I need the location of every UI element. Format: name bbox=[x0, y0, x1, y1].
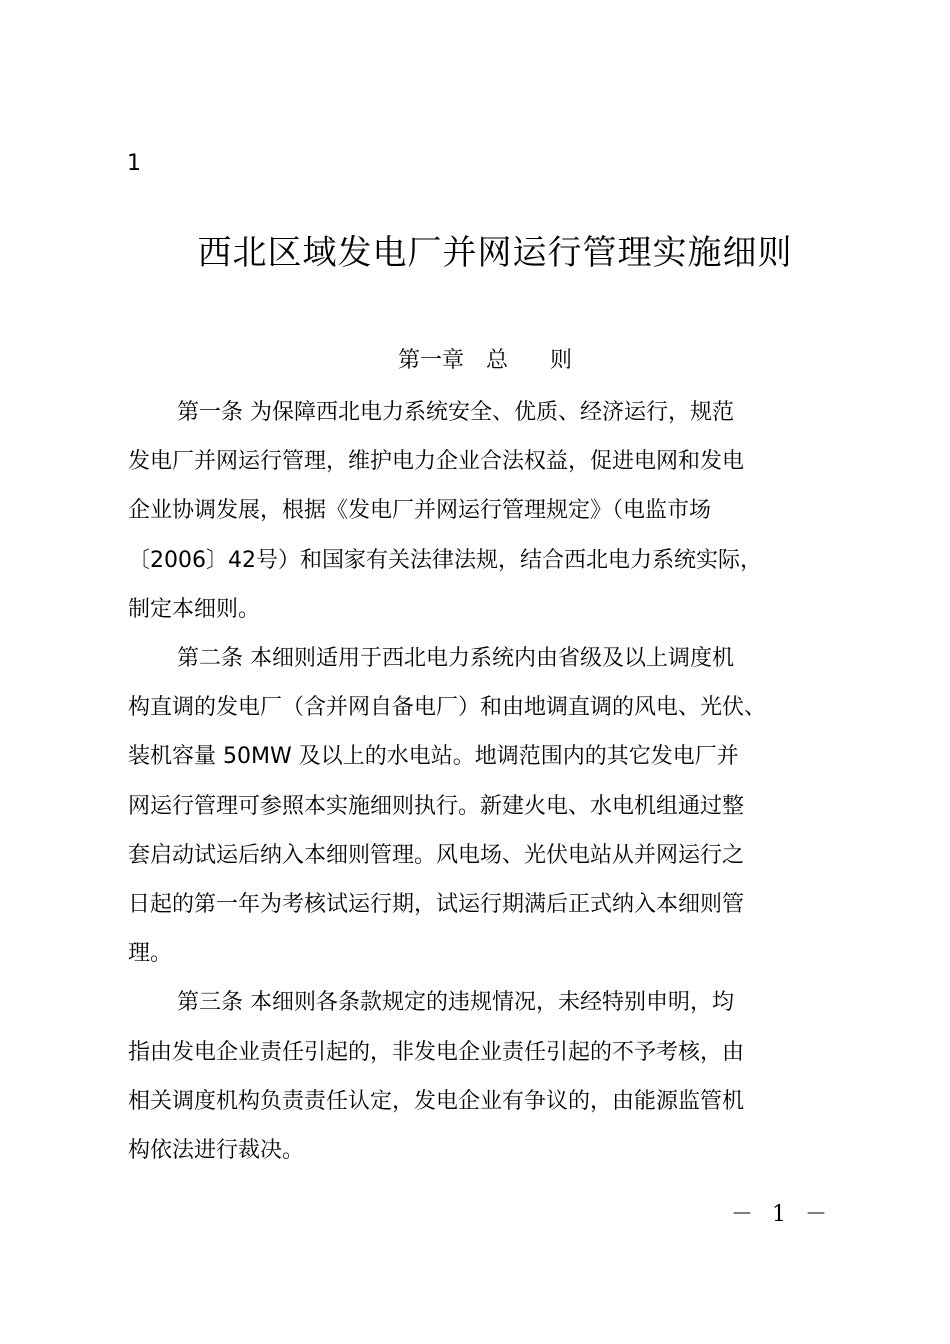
article-paragraph-2 bbox=[128, 634, 833, 978]
paragraph-line: 装机容量 50MW 及以上的水电站。地调范围内的其它发电厂并 bbox=[128, 744, 739, 770]
chapter-title-word-1: 总 bbox=[486, 348, 509, 373]
paragraph-line: 构直调的发电厂（含并网自备电厂）和由地调直调的风电、光伏、 bbox=[128, 695, 767, 721]
paragraph-line: 相关调度机构负责责任认定，发电企业有争议的，由能源监管机 bbox=[128, 1088, 745, 1114]
paragraph-line: 构依法进行裁决。 bbox=[128, 1138, 305, 1164]
paragraph-line: 网运行管理可参照本实施细则执行。新建火电、水电机组通过整 bbox=[128, 793, 745, 819]
paragraph-line: 日起的第一年为考核试运行期，试运行期满后正式纳入本细则管 bbox=[128, 892, 745, 918]
article-paragraph-1 bbox=[128, 388, 833, 634]
paragraph-line: 企业协调发展，根据《发电厂并网运行管理规定》（电监市场 bbox=[128, 498, 712, 524]
footer-page-number: － 1 － bbox=[731, 1202, 833, 1227]
paragraph-line: 制定本细则。 bbox=[128, 596, 261, 622]
paragraph-line: 〔2006〕42号）和国家有关法律法规，结合西北电力系统实际， bbox=[128, 547, 762, 573]
chapter-number: 第一章 bbox=[398, 348, 465, 373]
paragraph-line: 套启动试运后纳入本细则管理。风电场、光伏电站从并网运行之 bbox=[128, 842, 745, 868]
paragraph-line: 理。 bbox=[128, 941, 173, 967]
paragraph-line: 第三条 本细则各条款规定的违规情况，未经特别申明，均 bbox=[177, 990, 734, 1016]
document-body bbox=[128, 388, 833, 1175]
paragraph-line: 指由发电企业责任引起的，非发电企业责任引起的不予考核，由 bbox=[128, 1039, 745, 1065]
chapter-title-word-2: 则 bbox=[550, 348, 573, 373]
document-title: 西北区域发电厂并网运行管理实施细则 bbox=[197, 233, 793, 273]
article-paragraph-3 bbox=[128, 978, 833, 1175]
top-page-marker: 1 bbox=[127, 151, 141, 176]
chapter-heading bbox=[398, 343, 572, 379]
paragraph-line: 发电厂并网运行管理，维护电力企业合法权益，促进电网和发电 bbox=[128, 449, 745, 475]
paragraph-line: 第二条 本细则适用于西北电力系统内由省级及以上调度机 bbox=[177, 646, 734, 672]
paragraph-line: 第一条 为保障西北电力系统安全、优质、经济运行，规范 bbox=[177, 400, 734, 425]
